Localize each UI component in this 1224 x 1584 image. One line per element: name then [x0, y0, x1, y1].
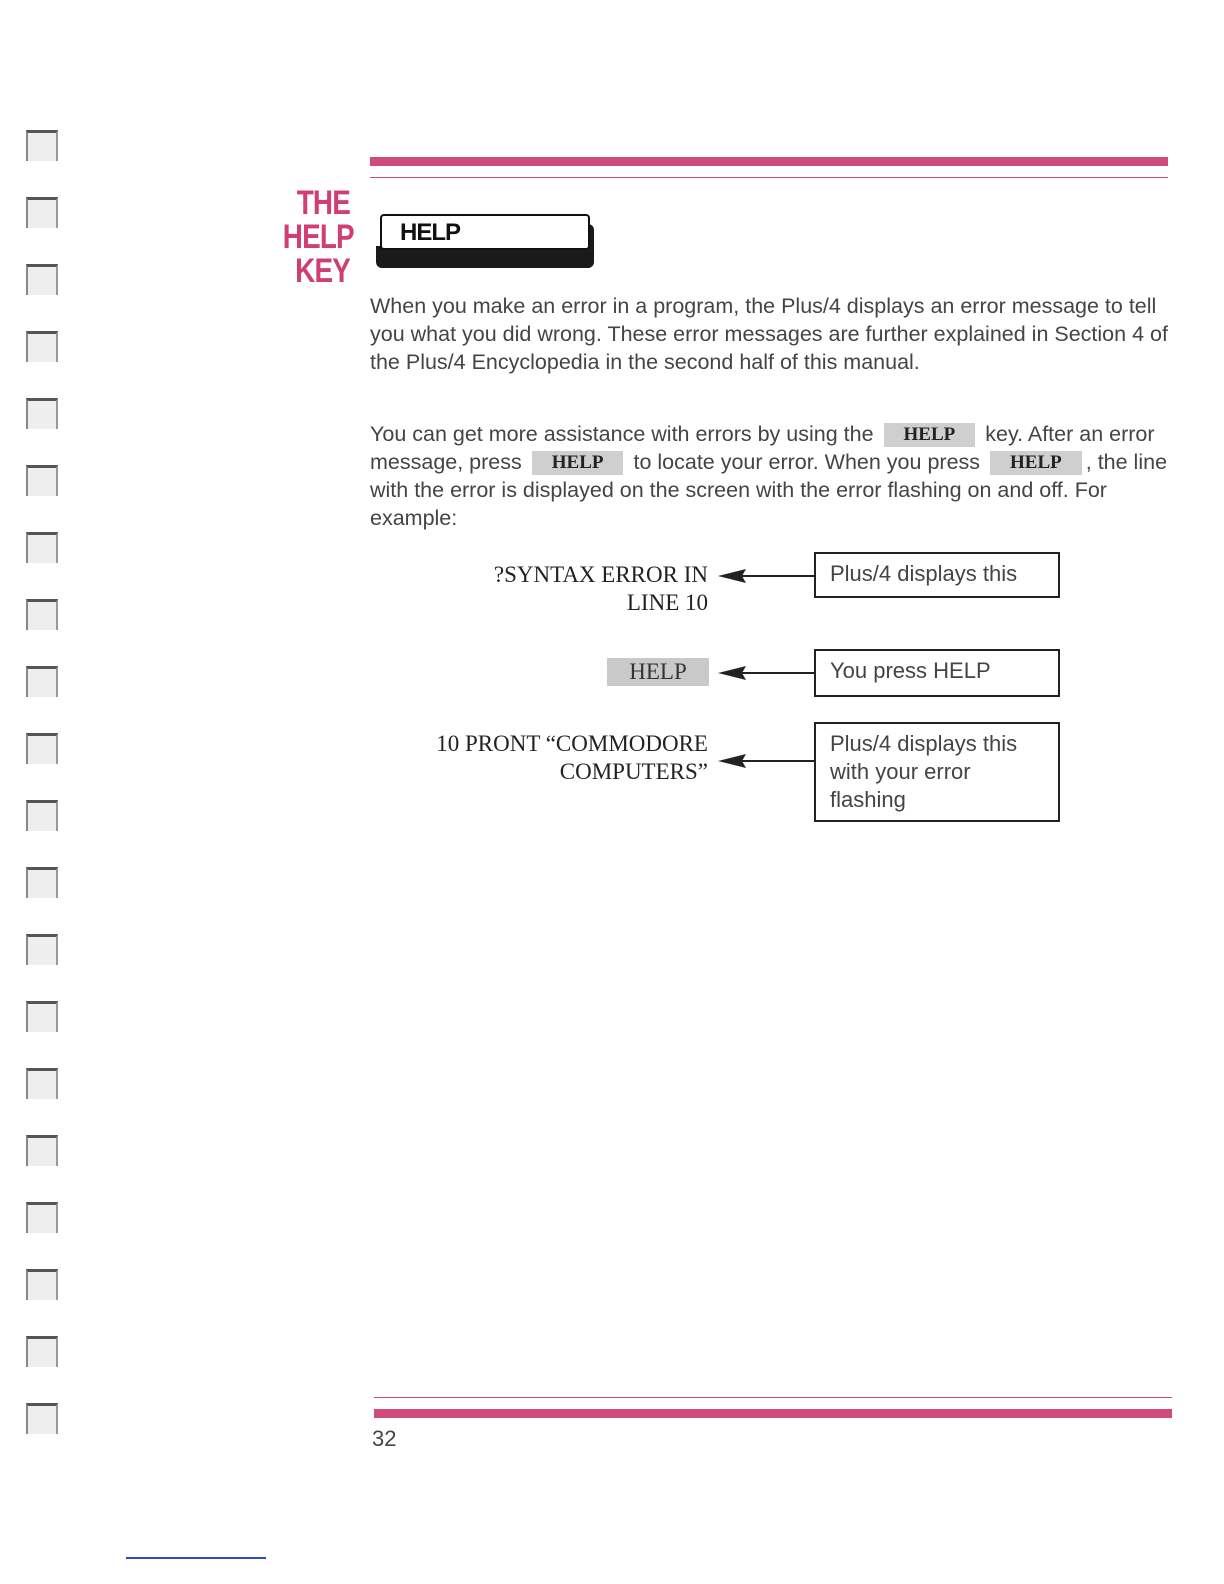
paragraph-text: , the line with the error is displayed on the screen with the error flashing on and off. For example:: [370, 450, 1168, 530]
page-number: 32: [372, 1426, 397, 1451]
binding-hole: [26, 1336, 58, 1367]
section-title: [268, 184, 354, 290]
binding-hole: [26, 867, 58, 898]
arrow-left-icon: [716, 566, 816, 586]
binding-hole: [26, 599, 58, 630]
scan-artifact-line: [126, 1557, 266, 1559]
help-key-example: HELP: [607, 658, 709, 686]
help-key-inline: HELP: [884, 423, 976, 447]
arrow-left-icon: [716, 751, 816, 771]
screen-output-error-line: [436, 730, 708, 786]
binding-hole: [26, 733, 58, 764]
callout-displays-this: Plus/4 displays this: [814, 552, 1060, 598]
binding-hole: [26, 130, 58, 161]
binding-hole: [26, 1269, 58, 1300]
screen-output-syntax-error: [494, 561, 708, 617]
paragraph-text: to locate your error. When you press: [633, 450, 981, 474]
binding-hole: [26, 800, 58, 831]
section-title-line-2: HELP: [282, 218, 354, 256]
binding-hole: [26, 1403, 58, 1434]
binding-hole: [26, 934, 58, 965]
top-rule-thick: [370, 157, 1168, 166]
binding-hole: [26, 264, 58, 295]
binding-hole: [26, 197, 58, 228]
binding-hole: [26, 331, 58, 362]
binding-hole: [26, 465, 58, 496]
section-title-line-3: KEY: [295, 252, 350, 290]
screen-line: ?SYNTAX ERROR IN: [493, 562, 708, 587]
bottom-rule-thick: [374, 1409, 1172, 1418]
screen-line: LINE 10: [626, 590, 708, 615]
help-key-illustration: [376, 212, 600, 274]
help-usage-paragraph: [370, 420, 1170, 532]
paragraph-text: key. After an error message, press: [370, 422, 1155, 474]
intro-paragraph: When you make an error in a program, the Plus/4 displays an error message to tell you what you did wrong. These error messages are further explained in Section 4 of the Plus/4 Encyclopedia in the second half of this manual.: [370, 294, 1168, 374]
binding-hole: [26, 1202, 58, 1233]
callout-you-press-help: You press HELP: [814, 649, 1060, 697]
help-key-inline: HELP: [532, 451, 624, 475]
binding-hole: [26, 1001, 58, 1032]
arrow-left-icon: [716, 663, 816, 683]
binding-hole: [26, 666, 58, 697]
section-title-line-1: THE: [296, 184, 350, 222]
top-rule-thin: [370, 177, 1168, 178]
key-cap-label: HELP: [400, 219, 461, 246]
screen-line: COMPUTERS”: [559, 759, 708, 784]
paragraph-text: You can get more assistance with errors by using the: [370, 422, 874, 446]
screen-line: 10 PRONT “COMMODORE: [436, 731, 708, 756]
binding-holes: [0, 0, 80, 1584]
key-cap: [380, 214, 590, 250]
binding-hole: [26, 532, 58, 563]
bottom-rule-thin: [374, 1397, 1172, 1398]
binding-hole: [26, 1068, 58, 1099]
help-key-inline: HELP: [990, 451, 1082, 475]
callout-error-flashing: Plus/4 displays this with your error flashing: [814, 722, 1060, 822]
binding-hole: [26, 398, 58, 429]
binding-hole: [26, 1135, 58, 1166]
